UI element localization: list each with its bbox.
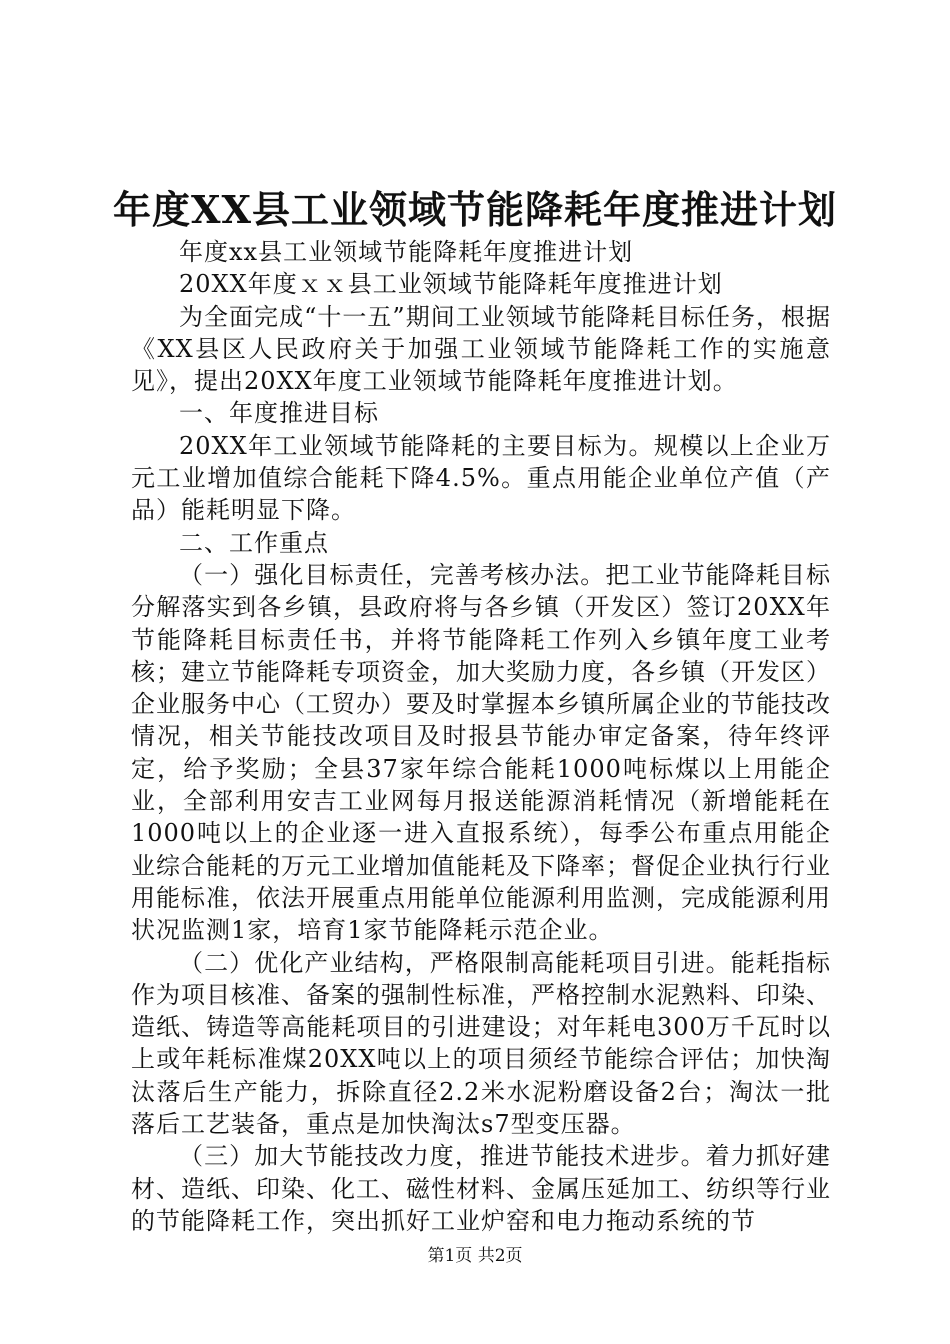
section-heading-goals: 一、年度推进目标	[179, 399, 379, 428]
document-body	[131, 236, 831, 1237]
section-heading-focus: 二、工作重点	[179, 528, 329, 557]
focus-item-2: （二）优化产业结构，严格限制高能耗项目引进。能耗指标作为项目核准、备案的强制性标准，严格控制水泥熟料、印染、造纸、铸造等高能耗项目的引进建设；对年耗电300万千瓦时以上或年耗标准煤20XX吨以上的项目须经节能综合评估；加快淘汰落后生产能力，拆除直径2.2米水泥粉磨设备2台；淘汰一批落后工艺装备，重点是加快淘汰s7型变压器。	[131, 948, 831, 1139]
page-footer: 第1页 共2页	[427, 1246, 523, 1266]
focus-item-3: （三）加大节能技改力度，推进节能技术进步。着力抓好建材、造纸、印染、化工、磁性材料、金属压延加工、纺织等行业的节能降耗工作，突出抓好工业炉窑和电力拖动系统的节	[131, 1142, 831, 1235]
subtitle-line: 年度xx县工业领域节能降耗年度推进计划	[179, 238, 634, 266]
intro-paragraph: 为全面完成“十一五”期间工业领域节能降耗目标任务，根据《XX县区人民政府关于加强工业领域节能降耗工作的实施意见》，提出20XX年度工业领域节能降耗年度推进计划。	[131, 302, 831, 396]
focus-item-1: （一）强化目标责任，完善考核办法。把工业节能降耗目标分解落实到各乡镇，县政府将与各乡镇（开发区）签订20XX年节能降耗目标责任书，并将节能降耗工作列入乡镇年度工业考核；建立节能降耗专项资金，加大奖励力度，各乡镇（开发区）企业服务中心（工贸办）要及时掌握本乡镇所属企业的节能技改情况，相关节能技改项目及时报县节能办审定备案，待年终评定，给予奖励；全县37家年综合能耗1000吨标煤以上用能企业，全部利用安吉工业网每月报送能源消耗情况（新增能耗在1000吨以上的企业逐一进入直报系统），每季公布重点用能企业综合能耗的万元工业增加值能耗及下降率；督促企业执行行业用能标准，依法开展重点用能单位能源利用监测，完成能源利用状况监测1家，培育1家节能降耗示范企业。	[131, 560, 831, 945]
document-title: 年度XX县工业领域节能降耗年度推进计划	[113, 187, 837, 232]
goals-paragraph: 20XX年工业领域节能降耗的主要目标为。规模以上企业万元工业增加值综合能耗下降4.5%。重点用能企业单位产值（产品）能耗明显下降。	[131, 431, 831, 525]
plan-heading: 20XX年度ｘｘ县工业领域节能降耗年度推进计划	[179, 270, 723, 299]
